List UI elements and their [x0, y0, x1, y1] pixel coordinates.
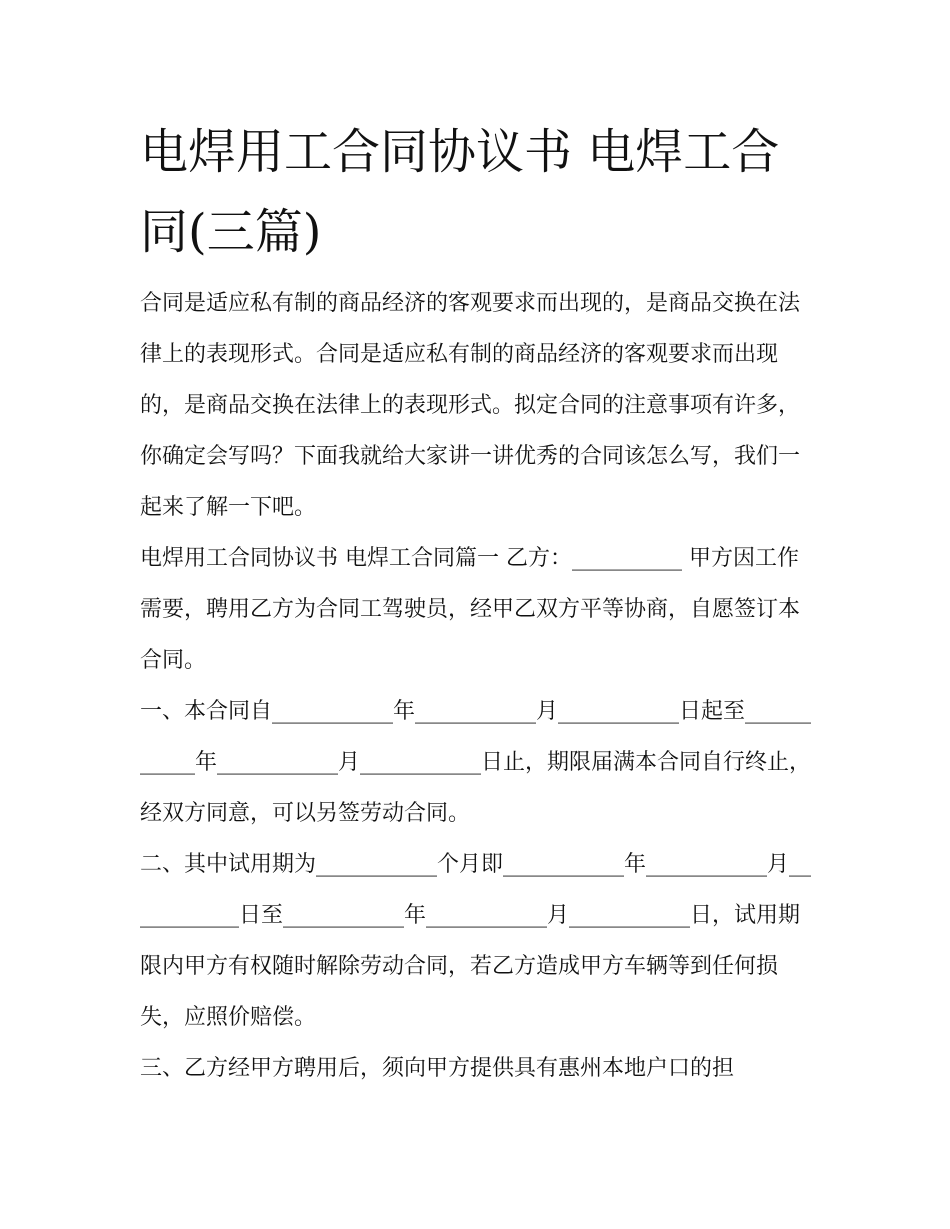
document-body [140, 278, 820, 1094]
clause-one-paragraph: 一、本合同自___________年___________月___________日起至___________年___________月___________日止，期限届满本合同自行终止，经双方同意，可以另签劳动合同。 [140, 699, 812, 826]
clause-two-paragraph: 二、其中试用期为___________个月即___________年___________月___________日至___________年___________月___________日，试用期限内甲方有权随时解除劳动合同，若乙方造成甲方车辆等到任何损失，应照价赔偿。 [140, 852, 812, 1030]
contract-preamble-paragraph: 电焊用工合同协议书 电焊工合同篇一 乙方：__________ 甲方因工作需要，聘用乙方为合同工驾驶员，经甲乙双方平等协商，自愿签订本合同。 [140, 546, 801, 673]
intro-paragraph: 合同是适应私有制的商品经济的客观要求而出现的，是商品交换在法律上的表现形式。合同是适应私有制的商品经济的客观要求而出现的，是商品交换在法律上的表现形式。拟定合同的注意事项有许多，你确定会写吗？下面我就给大家讲一讲优秀的合同该怎么写，我们一起来了解一下吧。 [140, 291, 801, 520]
document-title: 电焊用工合同协议书 电焊工合同(三篇) [140, 124, 780, 260]
clause-three-paragraph: 三、乙方经甲方聘用后，须向甲方提供具有惠州本地户口的担 [140, 1056, 735, 1081]
